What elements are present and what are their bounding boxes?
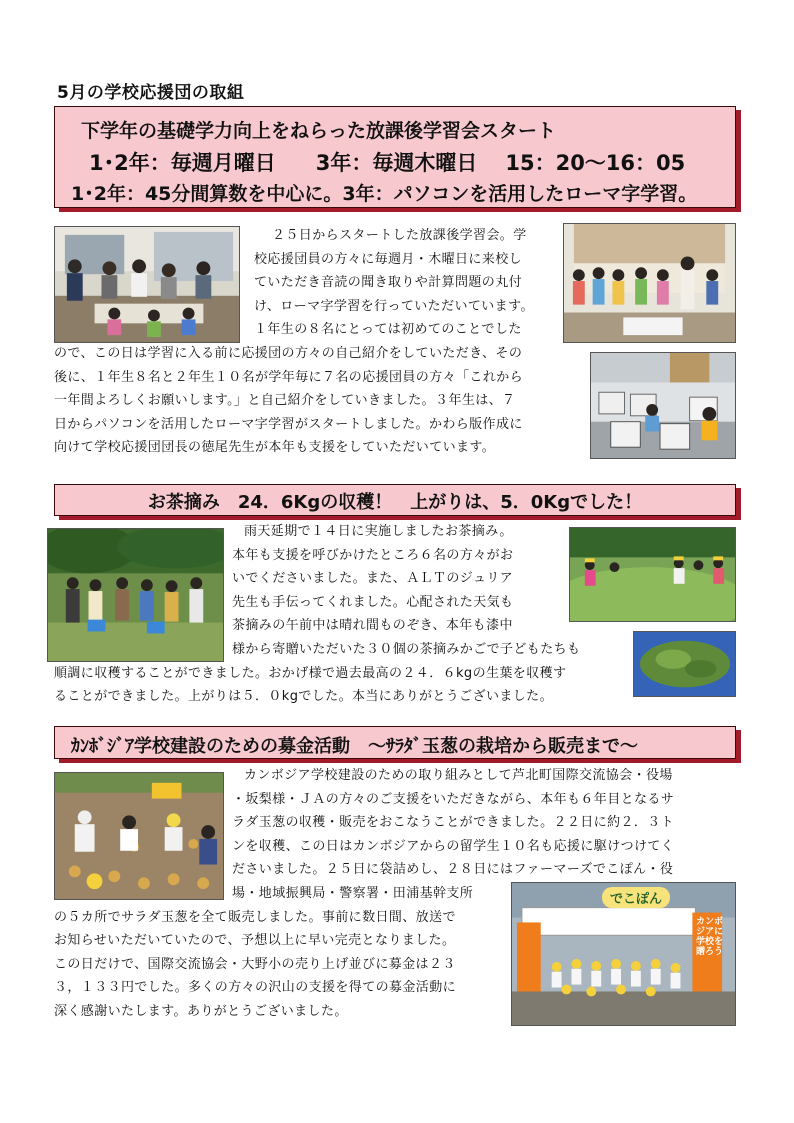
paragraph-line: 先生も手伝ってくれました。心配された天気も xyxy=(232,594,514,610)
section3-body xyxy=(54,764,744,1024)
paragraph-line: １年生の８名にとっては初めてのことでした xyxy=(254,322,522,338)
paragraph-line: 順調に収穫することができました。おかげ様で過去最高の２４．６kgの生葉を収穫す xyxy=(54,665,567,681)
paragraph-line: ラダ玉葱の収穫・販売をおこなうことができました。２２日に約２．３ト xyxy=(232,815,675,831)
computer-room-photo xyxy=(590,352,736,459)
tea-leaves-photo xyxy=(633,631,736,697)
schedule-grade3: 3年：毎週木曜日 xyxy=(315,151,478,175)
paragraph-line: 本年も支援を呼びかけたところ６名の方々がお xyxy=(232,547,514,563)
paragraph-line: カンボジア学校建設のための取り組みとして芦北町国際交流協会・役場 xyxy=(244,768,673,783)
paragraph-line: の５カ所でサラダ玉葱を全て販売しました。事前に数日間、放送で xyxy=(54,909,456,925)
section2-body xyxy=(54,520,634,709)
schedule-grade12: 1･2年：毎週月曜日 xyxy=(89,151,276,175)
banner-text: カンボジアに学校を贈ろう xyxy=(696,917,724,957)
section1-summary: 1･2年：45分間算数を中心に。3年：パソコンを活用したローマ字学習。 xyxy=(71,183,698,205)
paragraph-line: 後に、１年生８名と２年生１０名が学年毎に７名の応援団員の方々「これから xyxy=(54,369,524,385)
paragraph-line: 茶摘みの午前中は晴れ間ものぞき、本年も漆中 xyxy=(232,618,513,634)
paragraph-line: ので、この日は学習に入る前に応援団の方々の自己紹介をしていただき、その xyxy=(54,345,523,361)
paragraph-line: 雨天延期で１４日に実施しましたお茶摘み。 xyxy=(244,524,513,539)
paragraph-line: いでくださいました。また、ＡＬＴのジュリア xyxy=(232,571,514,587)
paragraph-line: ２５日からスタートした放課後学習会。学 xyxy=(272,228,527,243)
store-sign: でこぽん xyxy=(602,887,670,908)
paragraph-line: 深く感謝いたします。ありがとうございました。 xyxy=(54,1003,348,1019)
paragraph-line: ンを収穫、この日はカンボジアからの留学生１０名も応援に駆けつけてく xyxy=(232,838,675,854)
section1-schedule xyxy=(89,147,769,177)
paragraph-line: ていただき音読の聞き取りや計算問題の丸付 xyxy=(254,275,523,291)
paragraph-line: ３，１３３円でした。多くの方々の沢山の支援を得ての募金活動に xyxy=(54,980,457,996)
section1-body xyxy=(54,224,574,460)
paragraph-line: け、ローマ字学習を行っていただいています。 xyxy=(254,298,534,314)
paragraph-line: お知らせいただいていたので、予想以上に早い完売となりました。 xyxy=(54,933,456,949)
page-title: 5月の学校応援団の取組 xyxy=(57,83,245,103)
paragraph-line: 一年間よろしくお願いします。」と自己紹介をしていきました。３年生は、７ xyxy=(54,393,516,409)
children-group-photo xyxy=(563,223,736,343)
paragraph-line: ・坂梨様・ＪＡの方々のご支援をいただきながら、本年も６年目となるサ xyxy=(232,791,675,807)
section1-headline: 下学年の基礎学力向上をねらった放課後学習会スタート xyxy=(81,120,557,142)
paragraph-line: 日からパソコンを活用したローマ字学習がスタートしました。かわら版作成に xyxy=(54,416,523,432)
schedule-time: 15：20～16：05 xyxy=(505,151,686,175)
paragraph-line: 校応援団員の方々に毎週月・木曜日に来校し xyxy=(254,251,523,267)
section1-header-panel xyxy=(54,106,736,208)
section3-headline: ｶﾝﾎﾞｼﾞｱ学校建設のための募金活動 ～ｻﾗﾀﾞ玉葱の栽培から販売まで～ xyxy=(71,736,638,757)
paragraph-line: ださいました。２５日に袋詰めし、２８日にはファーマーズでこぽん・役 xyxy=(232,862,674,878)
section2-headline: お茶摘み 24．6Kgの収穫！ 上がりは、5．0Kgでした！ xyxy=(147,492,643,513)
paragraph-line: ることができました。上がりは５．０kgでした。本当にありがとうございました。 xyxy=(54,689,553,705)
paragraph-line: 向けて学校応援団団長の徳尾先生が本年も支援をしていただいています。 xyxy=(54,440,496,456)
section2-header-panel xyxy=(54,484,736,516)
paragraph-line: 様から寄贈いただいた３０個の茶摘みかごで子どもたちも xyxy=(232,641,581,657)
section3-header-panel xyxy=(54,726,736,759)
paragraph-line: この日だけで、国際交流協会・大野小の売り上げ並びに募金は２３ xyxy=(54,956,456,972)
paragraph-line: 場・地域振興局・警察署・田浦基幹支所 xyxy=(232,885,474,901)
